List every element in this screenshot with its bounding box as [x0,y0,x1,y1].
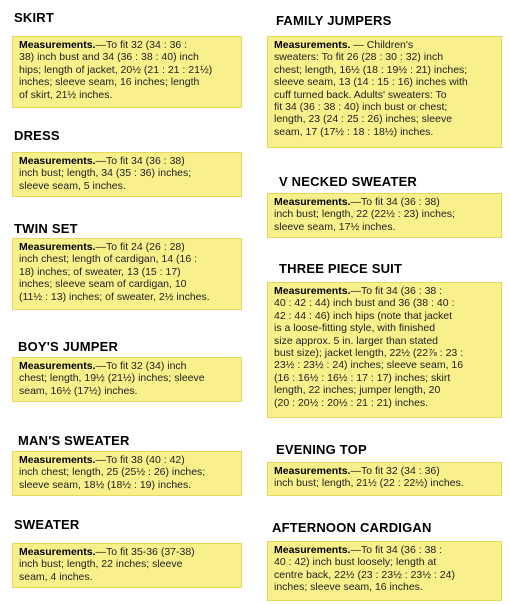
measurement-line: Measurements.—To fit 34 (36 : 38) [19,155,185,167]
title-three-piece-suit: THREE PIECE SUIT [279,261,403,276]
title-evening-top: EVENING TOP [276,442,367,457]
title-skirt: SKIRT [14,10,54,25]
measurements-afternoon-cardigan [267,541,502,601]
measurement-line: chest; length, 19½ (21½) inches; sleeve [19,372,205,385]
measurements-sweater [12,543,242,588]
measurement-line: 38) inch bust and 34 (36 : 38 : 40) inch [19,51,199,64]
measurement-line: sleeve seam, 18½ (18½ : 19) inches. [19,478,192,491]
measurements-evening-top [267,462,502,496]
title-v-necked-sweater: V NECKED SWEATER [279,174,418,189]
measurement-line: Measurements.—To fit 32 (34 : 36 : [19,39,188,51]
measurement-line: fit 34 (36 : 38 : 40) inch bust or chest; [274,101,448,114]
title-twin-set: TWIN SET [14,221,78,236]
title-family-jumpers: FAMILY JUMPERS [276,13,392,28]
measurement-line: (11½ : 13) inches; of sweater, 2½ inches. [19,290,210,303]
measurement-line: seam, 4 inches. [19,570,93,583]
measurement-line: seam, 17 (17½ : 18 : 18½) inches. [274,125,434,138]
measurement-line: length, 23 (24 : 25 : 26) inches; sleeve [274,113,453,126]
measurement-line: chest; length, 16½ (18 : 19½ : 21) inches; [274,63,468,76]
measurements-mans-sweater [12,451,242,496]
measurement-line: sleeve seam, 17½ inches. [274,220,396,233]
measurement-line: sweaters: To fit 26 (28 : 30 : 32) inch [274,51,444,64]
title-mans-sweater: MAN'S SWEATER [18,433,130,448]
measurement-line: Measurements. — Children's [274,39,414,51]
title-afternoon-cardigan: AFTERNOON CARDIGAN [272,520,432,535]
title-sweater: SWEATER [14,517,80,532]
measurement-line: inch bust; length, 22 inches; sleeve [19,558,183,571]
measurement-line: sleeve seam, 5 inches. [19,179,126,192]
measurement-line: bust size); jacket length, 22½ (22⅞ : 23 : [274,347,464,360]
measurement-line: 42 : 44 : 46) inch hips (note that jacket [274,309,453,322]
measurement-line: Measurements.—To fit 34 (36 : 38 : [274,285,443,297]
measurement-line: seam, 16½ (17½) inches. [19,384,138,397]
title-dress: DRESS [14,128,60,143]
measurement-line: Measurements.—To fit 34 (36 : 38 : [274,544,443,556]
title-boys-jumper: BOY'S JUMPER [18,339,119,354]
measurement-line: of skirt, 21½ inches. [19,88,113,101]
measurement-line: Measurements.—To fit 34 (36 : 38) [274,196,440,208]
measurement-line: centre back, 22½ (23 : 23½ : 23½ : 24) [274,568,455,581]
measurement-line: sleeve seam, 13 (14 : 15 : 16) inches with [274,76,468,89]
measurements-twin-set [12,238,242,310]
measurement-line: Measurements.—To fit 35-36 (37-38) [19,546,195,558]
measurement-line: Measurements.—To fit 24 (26 : 28) [19,241,185,253]
measurement-line: inch bust; length, 34 (35 : 36) inches; [19,167,192,180]
measurements-v-necked-sweater [267,193,502,238]
measurement-line: (16 : 16½ : 16½ : 17 : 17) inches; skirt [274,371,451,384]
measurement-line: is a loose-fitting style, with finished [274,322,436,335]
measurement-line: inches; sleeve seam of cardigan, 10 [19,278,187,291]
measurement-line: Measurements.—To fit 38 (40 : 42) [19,454,185,466]
measurements-family-jumpers [267,36,502,148]
measurement-line: inches; sleeve seam, 16 inches. [274,581,423,594]
measurement-line: inch bust; length, 21½ (22 : 22½) inches. [274,477,464,490]
measurement-line: hips; length of jacket, 20½ (21 : 21 : 21½) [19,63,213,76]
measurements-three-piece-suit [267,282,502,418]
measurement-line: (20 : 20½ : 20½ : 21 : 21) inches. [274,396,429,409]
measurement-line: cuff turned back. Adults' sweaters: To [274,88,447,101]
measurements-dress [12,152,242,197]
measurements-boys-jumper [12,357,242,402]
measurement-line: 40 : 42 : 44) inch bust and 36 (38 : 40 : [274,297,455,310]
measurement-line: Measurements.—To fit 32 (34) inch [19,360,187,372]
measurement-line: inch chest; length, 25 (25½ : 26) inches; [19,466,206,479]
measurement-line: Measurements.—To fit 32 (34 : 36) [274,465,440,477]
measurement-line: 23½ : 23½ : 24) inches; sleeve seam, 16 [274,359,464,372]
measurement-line: inch bust; length, 22 (22½ : 23) inches; [274,208,455,221]
measurements-skirt [12,36,242,108]
measurement-line: 18) inches; of sweater, 13 (15 : 17) [19,265,181,278]
measurement-line: 40 : 42) inch bust loosely; length at [274,556,437,569]
measurement-line: inch chest; length of cardigan, 14 (16 : [19,253,198,266]
measurement-line: inches; sleeve seam, 16 inches; length [19,76,200,89]
measurement-line: length, 22 inches; jumper length, 20 [274,384,441,397]
measurement-line: size approx. 5 in. larger than stated [274,334,439,347]
